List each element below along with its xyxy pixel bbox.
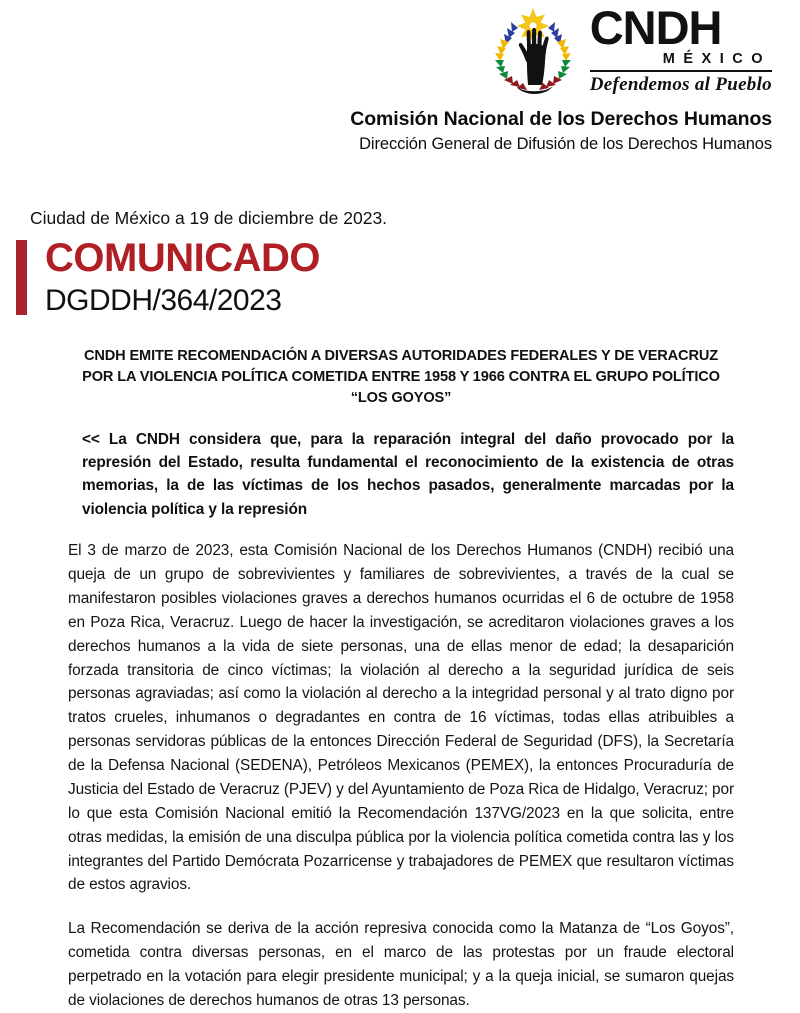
department-name: Dirección General de Difusión de los Derechos Humanos: [359, 135, 772, 153]
comunicado-block: [16, 238, 320, 317]
dateline: Ciudad de México a 19 de diciembre de 2023.: [30, 208, 388, 228]
logo-slogan: Defendemos al Pueblo: [589, 74, 772, 96]
logo-divider: [590, 70, 772, 72]
accent-bar: [16, 240, 27, 315]
pull-quote: << La CNDH considera que, para la reparación integral del daño provocado por la represión del Estado, resulta fundamental el reconocimiento de la existencia de otras memorias, la de las víctimas de los hechos pasados, generalmente marcadas por la violencia política y la represión: [82, 430, 734, 518]
laurel-wreath-left: [495, 22, 527, 90]
body-paragraph-2: La Recomendación se deriva de la acción represiva conocida como la Matanza de “Los Goyos”, cometida contra diversas personas, en el marco de las protestas por un fraude electoral perpetrado en la votación para elegir presidente municipal; y a la queja inicial, se sumaron quejas de violaciones de derechos humanos de otras 13 personas.: [68, 920, 734, 1009]
logo-country: MÉXICO: [662, 51, 771, 68]
cndh-logo: [478, 0, 772, 98]
document-content: [68, 346, 734, 1013]
comunicado-label: COMUNICADO: [45, 236, 320, 280]
comunicado-texts: [27, 238, 320, 317]
organization-name: Comisión Nacional de los Derechos Humanos: [350, 108, 772, 130]
comunicado-reference: DGDDH/364/2023: [45, 284, 282, 317]
document-header: [0, 0, 800, 154]
logo-wordmark: [589, 0, 772, 99]
body-paragraph-1: El 3 de marzo de 2023, esta Comisión Nacional de los Derechos Humanos (CNDH) recibió una queja de un grupo de sobrevivientes y familiares de sobrevivientes, a través de la cual se manifestaron posibles violaciones graves a derechos humanos ocurridas el 6 de octubre de 1958 en Poza Rica, Veracruz. Luego de hacer la investigación, se acreditaron violaciones graves a los derechos humanos a la vida de siete personas, una de ellas menor de edad; la desaparición forzada transitoria de cinco víctimas; la violación al derecho a la seguridad jurídica de seis personas agraviadas; así como la violación al derecho a la integridad personal y al trato digno por tratos crueles, inhumanos o degradantes en contra de 16 víctimas, todas ellas atribuibles a personas servidoras públicas de la entonces Dirección Federal de Seguridad (DFS), la Secretaría de la Defensa Nacional (SEDENA), Petróleos Mexicanos (PEMEX), la entonces Procuraduría de Justicia del Estado de Veracruz (PJEV) y del Ayuntamiento de Poza Rica de Hidalgo, Veracruz; por lo que esta Comisión Nacional emitió la Recomendación 137VG/2023 en la que solicita, entre otras medidas, la emisión de una disculpa pública por la violencia política cometida contra las y los integrantes del Partido Demócrata Pozarricense y trabajadores de PEMEX que resultaron víctimas de estos agravios.: [68, 542, 734, 894]
press-release-headline: CNDH EMITE RECOMENDACIÓN A DIVERSAS AUTORIDADES FEDERALES Y DE VERACRUZ POR LA VIOLENCIA POLÍTICA COMETIDA ENTRE 1958 Y 1966 CONTRA EL GRUPO POLÍTICO “LOS GOYOS”: [82, 348, 720, 406]
logo-acronym: CNDH: [589, 0, 722, 54]
hand-laurel-star-emblem: [478, 6, 588, 98]
